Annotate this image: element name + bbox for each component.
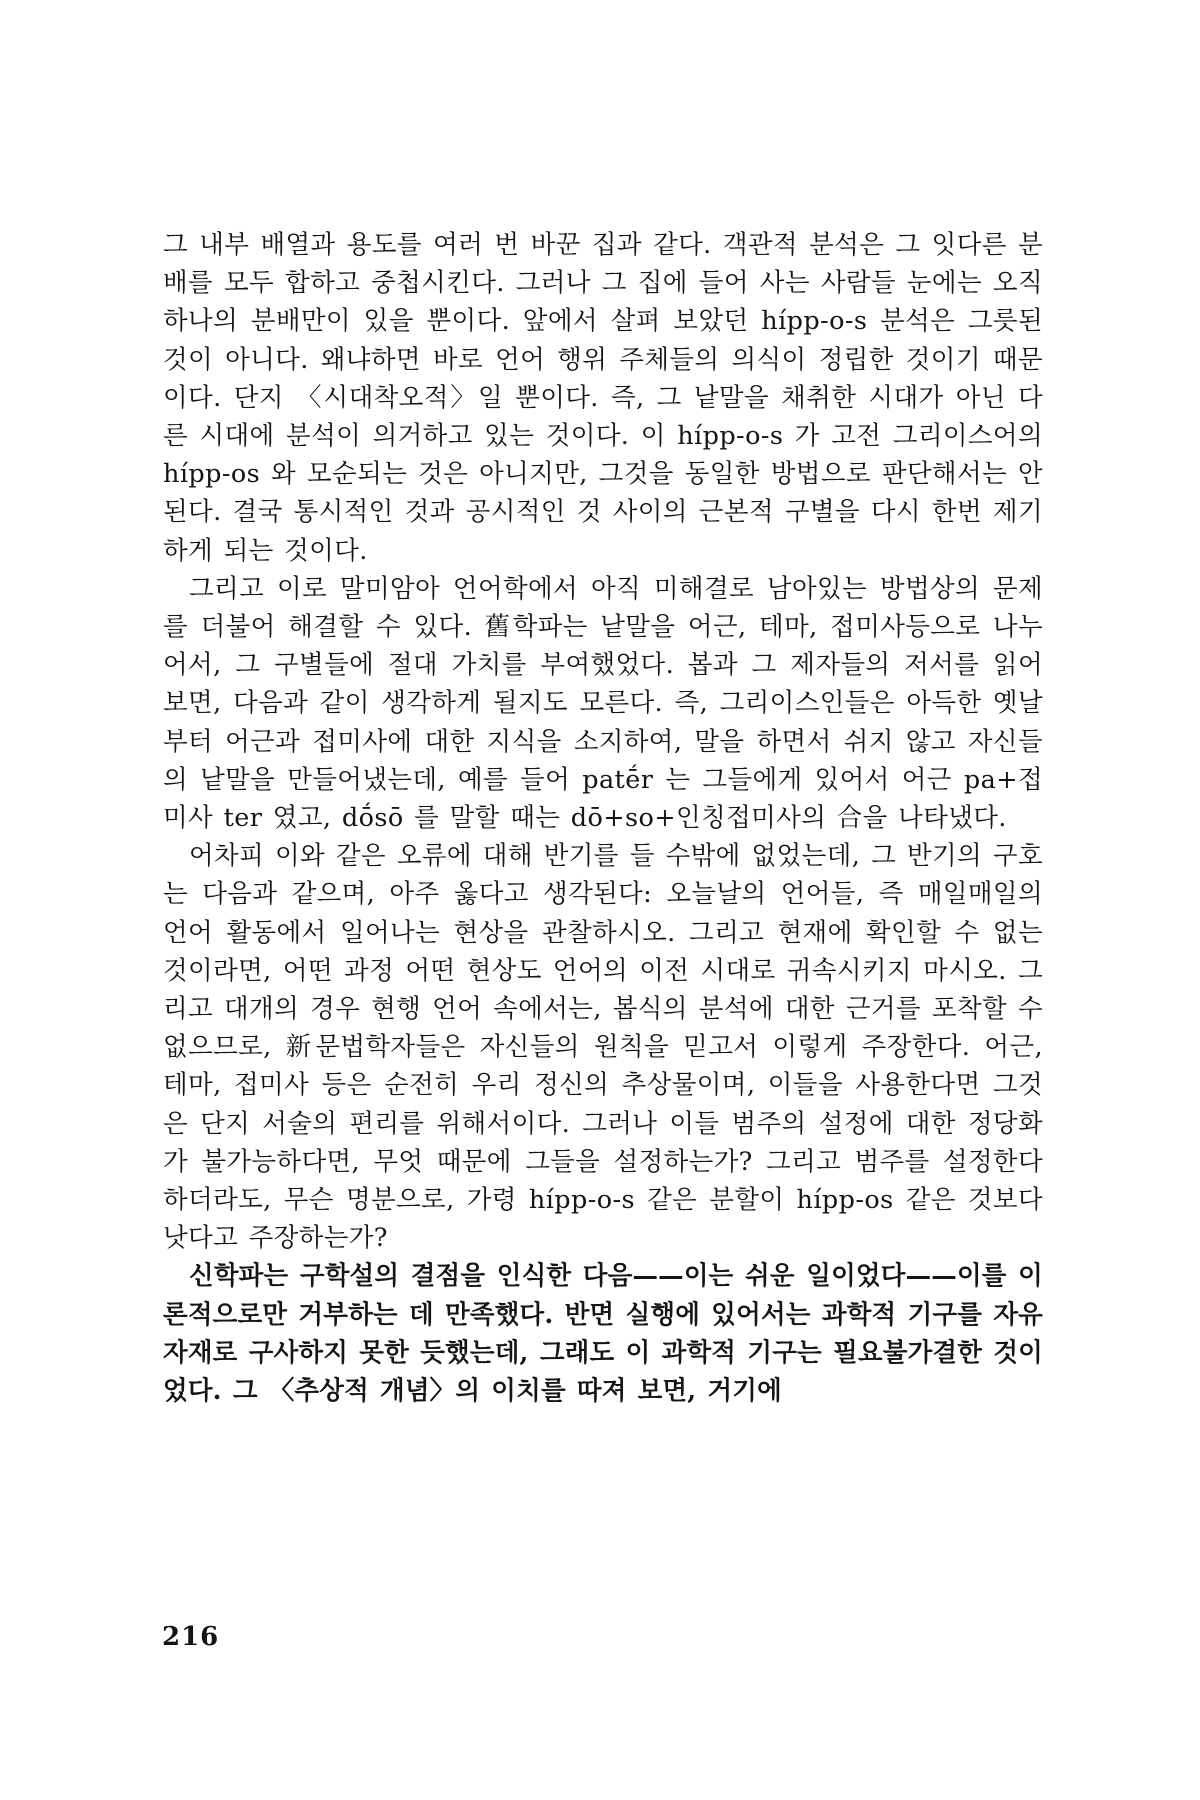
paragraph-3: 어차피 이와 같은 오류에 대해 반기를 들 수밖에 없었는데, 그 반기의 구호는 다음과 같으며, 아주 옳다고 생각된다: 오늘날의 언어들, 즉 매일매일의 언어 활동에서 일어나는 현상을 관찰하시오. 그리고 현재에 확인할 수 없는 것이라면, 어떤 과정 어떤 현상도 언어의 이전 시대로 귀속시키지 마시오. 그리고 대개의 경우 현행 언어 속에서는, 봅식의 분석에 대한 근거를 포착할 수 없으므로, 新문법학자들은 자신들의 원칙을 믿고서 이렇게 주장한다. 어근, 테마, 접미사 등은 순전히 우리 정신의 추상물이며, 이들을 사용한다면 그것은 단지 서술의 편리를 위해서이다. 그러나 이들 범주의 설정에 대한 정당화가 불가능하다면, 무엇 때문에 그들을 설정하는가? 그리고 범주를 설정한다 하더라도, 무슨 명분으로, 가령 hípp-o-s 같은 분할이 hípp-os 같은 것보다 낫다고 주장하는가?: [163, 841, 1043, 1254]
paragraph-4: 신학파는 구학설의 결점을 인식한 다음——이는 쉬운 일이었다——이를 이론적으로만 거부하는 데 만족했다. 반면 실행에 있어서는 과학적 기구를 자유자재로 구사하지 못한 듯했는데, 그래도 이 과학적 기구는 필요불가결한 것이었다. 그 〈추상적 개념〉의 이치를 따져 보면, 거기에: [163, 1261, 1043, 1407]
page-number: 216: [162, 1622, 220, 1652]
paragraph-2: 그리고 이로 말미암아 언어학에서 아직 미해결로 남아있는 방법상의 문제를 더불어 해결할 수 있다. 舊학파는 낱말을 어근, 테마, 접미사등으로 나누어서, 그 구별들에 절대 가치를 부여했었다. 봅과 그 제자들의 저서를 읽어 보면, 다음과 같이 생각하게 될지도 모른다. 즉, 그리이스인들은 아득한 옛날부터 어근과 접미사에 대한 지식을 소지하여, 말을 하면서 쉬지 않고 자신들의 낱말을 만들어냈는데, 예를 들어 patḗr 는 그들에게 있어서 어근 pa+접미사 ter 였고, dṓsō 를 말할 때는 dō+so+인칭접미사의 合을 나타냈다.: [163, 573, 1043, 834]
body-text: [163, 226, 1043, 1410]
paragraph-1: 그 내부 배열과 용도를 여러 번 바꾼 집과 같다. 객관적 분석은 그 잇다른 분배를 모두 합하고 중첩시킨다. 그러나 그 집에 들어 사는 사람들 눈에는 오직 하나의 분배만이 있을 뿐이다. 앞에서 살펴 보았던 hípp-o-s 분석은 그릇된 것이 아니다. 왜냐하면 바로 언어 행위 주체들의 의식이 정립한 것이기 때문이다. 단지 〈시대착오적〉일 뿐이다. 즉, 그 낱말을 채취한 시대가 아닌 다른 시대에 분석이 의거하고 있는 것이다. 이 hípp-o-s 가 고전 그리이스어의 hípp-os 와 모순되는 것은 아니지만, 그것을 동일한 방법으로 판단해서는 안된다. 결국 통시적인 것과 공시적인 것 사이의 근본적 구별을 다시 한번 제기하게 되는 것이다.: [163, 230, 1043, 566]
